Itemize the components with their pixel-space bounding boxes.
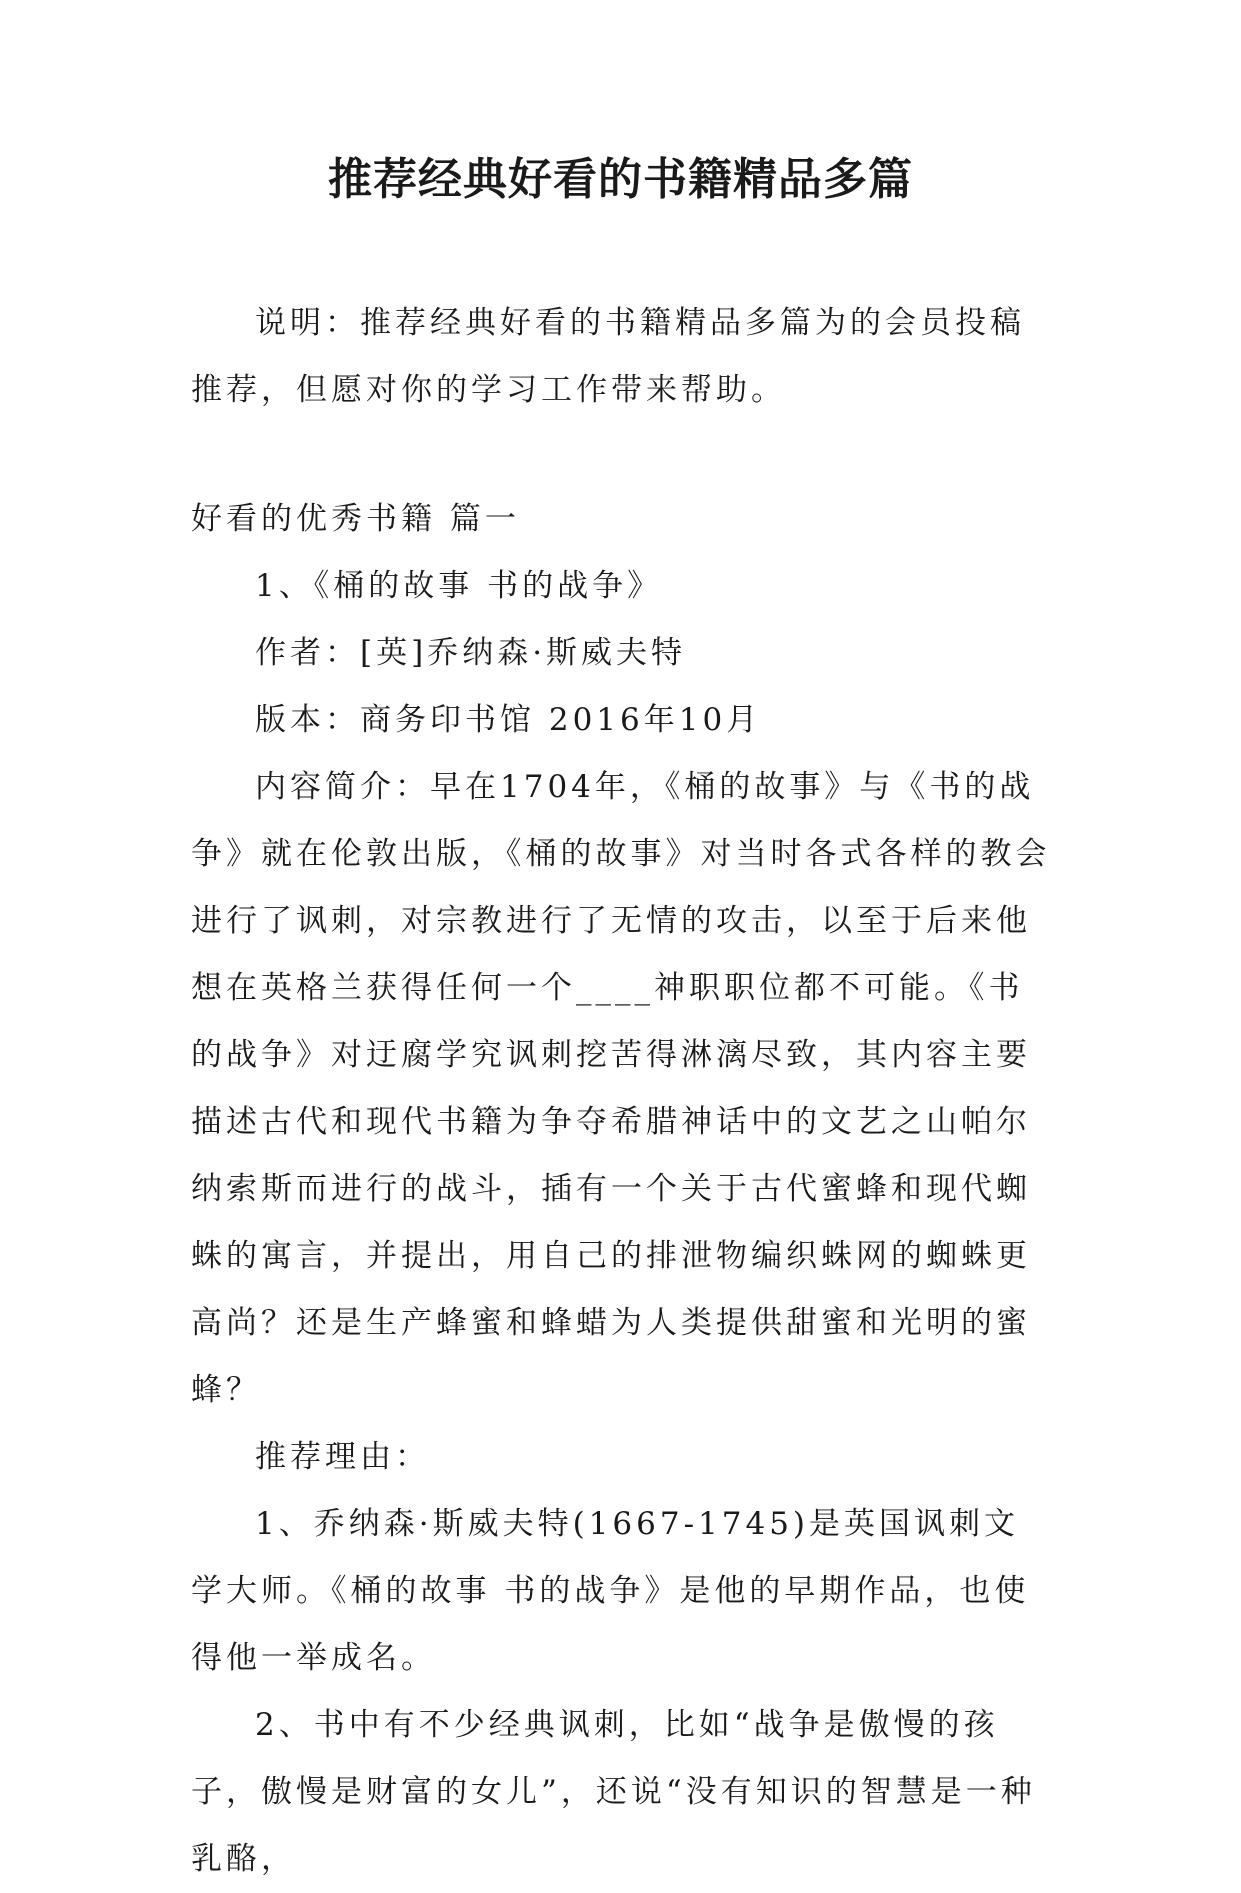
edition-line: 版本：商务印书馆 2016年10月 (255, 702, 762, 738)
paragraph-spacer (191, 424, 1051, 486)
intro-paragraph: 说明：推荐经典好看的书籍精品多篇为的会员投稿推荐，但愿对你的学习工作带来帮助。 (191, 305, 1025, 408)
summary-paragraph: 内容简介：早在1704年，《桶的故事》与《书的战争》就在伦敦出版，《桶的故事》对当时各式各样的教会进行了讽刺，对宗教进行了无情的攻击，以至于后来他想在英格兰获得任何一个____神职职位都不可能。《书的战争》对迂腐学究讽刺挖苦得淋漓尽致，其内容主要描述古代和现代书籍为争夺希腊神话中的文艺之山帕尔纳索斯而进行的战斗，插有一个关于古代蜜蜂和现代蜘蛛的寓言，并提出，用自己的排泄物编织蛛网的蜘蛛更高尚？还是生产蜂蜜和蜂蜡为人类提供甜蜜和光明的蜜蜂？ (191, 769, 1051, 1408)
reason-2-paragraph: 2、书中有不少经典讽刺，比如“战争是傲慢的孩子，傲慢是财富的女儿”，还说“没有知识的智慧是一种乳酪， (191, 1707, 1036, 1877)
reasons-heading: 推荐理由： (255, 1439, 430, 1475)
author-line: 作者：[英]乔纳森·斯威夫特 (255, 635, 687, 671)
section-heading: 好看的优秀书籍 篇一 (191, 501, 520, 537)
reason-1-paragraph: 1、乔纳森·斯威夫特(1667-1745)是英国讽刺文学大师。《桶的故事 书的战争》是他的早期作品，也使得他一举成名。 (191, 1506, 1030, 1676)
document-body (191, 290, 1051, 1893)
book-title-line: 1、《桶的故事 书的战争》 (255, 568, 663, 604)
document-title: 推荐经典好看的书籍精品多篇 (328, 154, 913, 205)
